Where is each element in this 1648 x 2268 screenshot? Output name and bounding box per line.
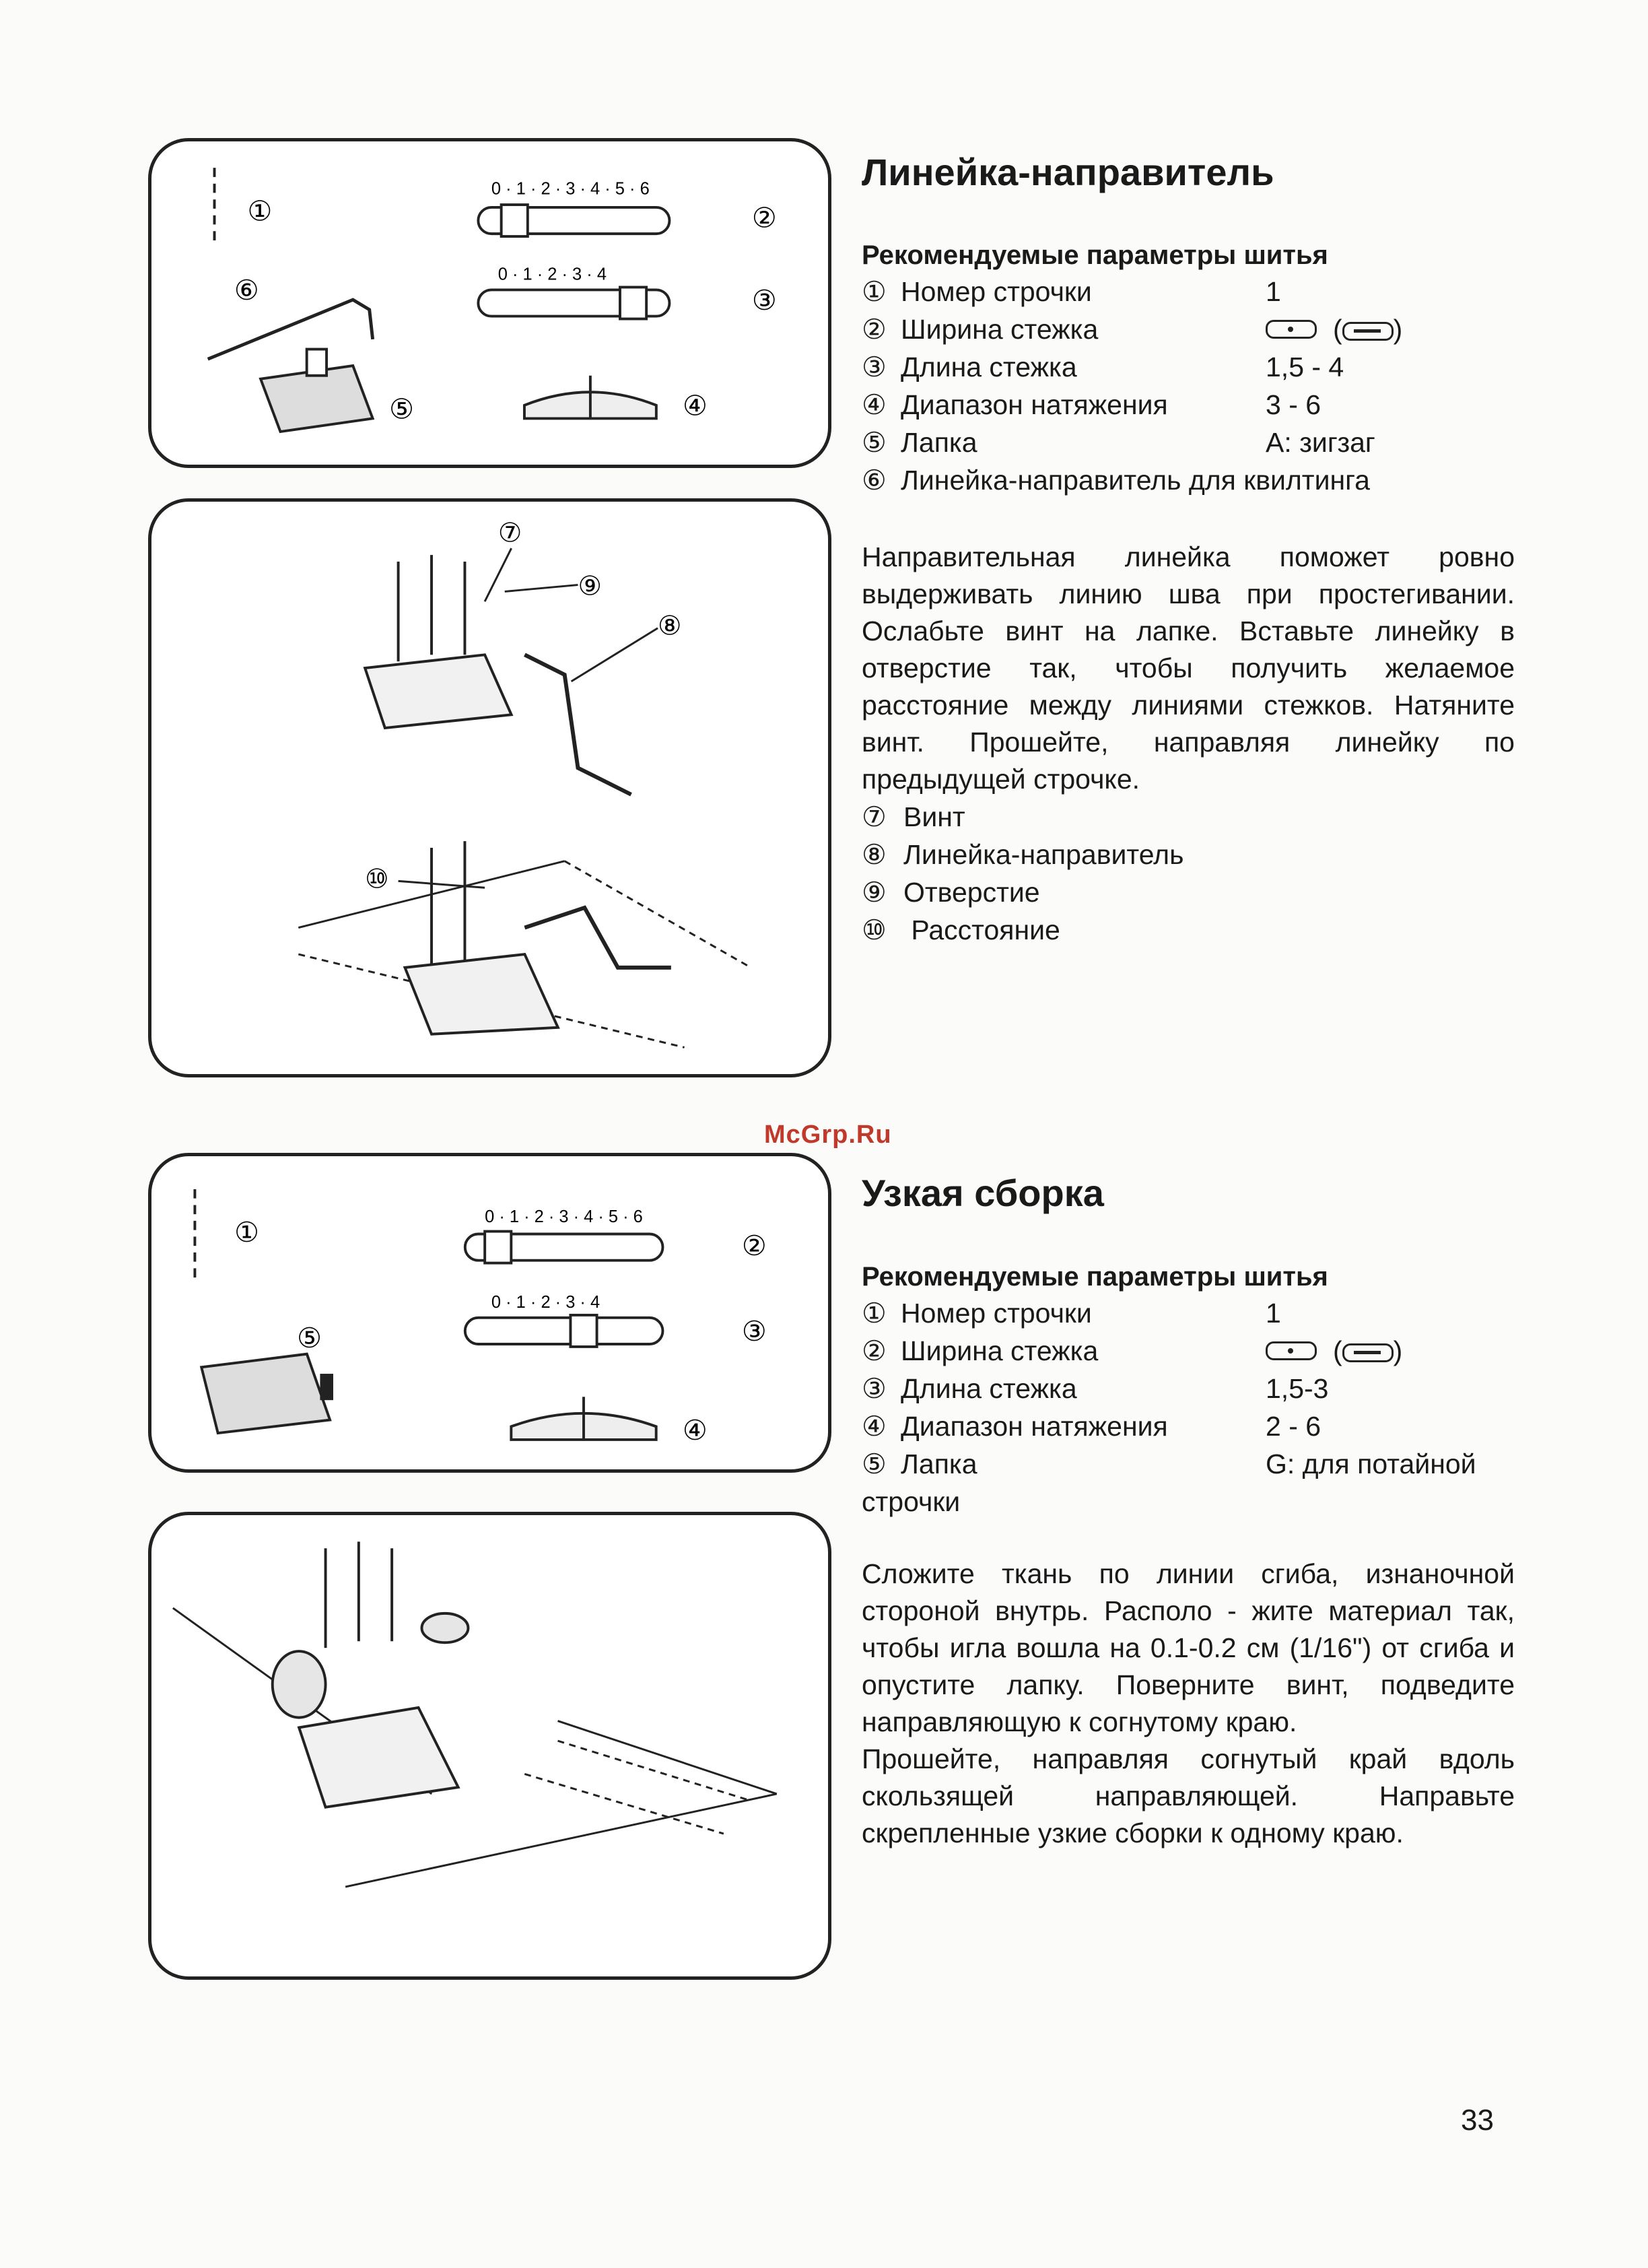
- quilting-guide-diagram: [151, 502, 828, 1074]
- instruction-paragraph: Направительная линейка поможет ровно выдерживать линию шва при простегивании. Ослабьте винт на лапке. Вставьте линейку в отверстие так, чтобы получить желаемое расстояние между линиями стежков. Натяните винт. Прошейте, направляя линейку по предыдущей строчке.: [862, 541, 1515, 795]
- figure-quilting-guide: [148, 498, 831, 1077]
- label-2b: ②: [741, 1229, 767, 1262]
- body-text-2: [862, 1556, 1515, 1852]
- settings-diagram-1: [151, 141, 828, 465]
- param-row: ④ Диапазон натяжения 3 - 6: [862, 389, 1321, 421]
- label-6: ⑥: [234, 274, 259, 307]
- param-row: ⑥ Линейка-направитель для квилтинга: [862, 464, 1370, 496]
- label-3: ③: [751, 284, 777, 316]
- label-5b: ⑤: [297, 1321, 322, 1354]
- param-row: ② Ширина стежка ( ): [862, 310, 1515, 348]
- legend-item: ⑦ Винт: [862, 801, 965, 833]
- label-9: ⑨: [578, 570, 602, 602]
- label-4: ④: [683, 389, 708, 422]
- legend-item: ⑩ Расстояние: [862, 914, 1060, 946]
- params-title: Рекомендуемые параметры шитья: [862, 1262, 1328, 1292]
- label-1: ①: [247, 195, 273, 228]
- params-block-2: [862, 1261, 1515, 1521]
- page-number: 33: [1461, 2104, 1494, 2137]
- legend-list: [862, 798, 1515, 949]
- label-7: ⑦: [497, 517, 522, 549]
- param-row: ④ Диапазон натяжения 2 - 6: [862, 1410, 1321, 1442]
- section-narrow-hem: [862, 1170, 1515, 1215]
- param-row: ⑤ Лапка G: для потайной: [862, 1448, 1476, 1480]
- instruction-paragraph: Сложите ткань по линии сгиба, изнаночной стороной внутрь. Располо - жите материал так, чтобы игла вошла на 0.1-0.2 см (1/16") от сгиба и опустите лапку. Поверните винт, подведите направляющую к согнутому краю.: [862, 1558, 1515, 1737]
- section-quilting-guide: [862, 149, 1515, 195]
- width-scale: 0 · 1 · 2 · 3 · 4 · 5 · 6: [491, 179, 650, 199]
- length-scale: 0 · 1 · 2 · 3 · 4: [497, 265, 607, 284]
- legend-item: ⑨ Отверстие: [862, 876, 1040, 908]
- section-title: Узкая сборка: [862, 1172, 1104, 1214]
- param-row: ③ Длина стежка 1,5 - 4: [862, 351, 1344, 383]
- label-3b: ③: [741, 1315, 767, 1348]
- label-10: ⑩: [365, 863, 389, 895]
- label-1b: ①: [234, 1216, 260, 1249]
- label-8: ⑧: [658, 610, 682, 642]
- width-scale-b: 0 · 1 · 2 · 3 · 4 · 5 · 6: [485, 1207, 643, 1226]
- settings-diagram-2: [151, 1156, 828, 1469]
- narrow-hem-diagram: [151, 1515, 828, 1976]
- length-scale-b: 0 · 1 · 2 · 3 · 4: [491, 1293, 600, 1312]
- label-4b: ④: [682, 1413, 708, 1446]
- label-5: ⑤: [389, 393, 414, 426]
- instruction-paragraph: Прошейте, направляя согнутый край вдоль скользящей направляющей. Направьте скрепленные узкие сборки к одному краю.: [862, 1743, 1515, 1848]
- param-row-continued: строчки: [862, 1486, 961, 1517]
- section-title: Линейка-направитель: [862, 151, 1274, 193]
- param-row: ② Ширина стежка ( ): [862, 1332, 1515, 1370]
- legend-item: ⑧ Линейка-направитель: [862, 838, 1184, 871]
- watermark: McGrp.Ru: [764, 1121, 892, 1149]
- param-row: ① Номер строчки 1: [862, 1297, 1281, 1329]
- label-2: ②: [751, 201, 777, 234]
- param-row: ③ Длина стежка 1,5-3: [862, 1372, 1329, 1405]
- stitch-width-icon: ( ): [1266, 310, 1402, 348]
- figure-settings-1: [148, 138, 831, 468]
- stitch-width-icon: ( ): [1266, 1332, 1402, 1370]
- body-text-1: [862, 539, 1515, 949]
- figure-settings-2: [148, 1153, 831, 1473]
- param-row: ⑤ Лапка А: зигзаг: [862, 426, 1375, 459]
- figure-narrow-hem: [148, 1512, 831, 1980]
- param-row: ① Номер строчки 1: [862, 275, 1281, 308]
- params-title: Рекомендуемые параметры шитья: [862, 240, 1328, 270]
- params-block-1: [862, 239, 1515, 499]
